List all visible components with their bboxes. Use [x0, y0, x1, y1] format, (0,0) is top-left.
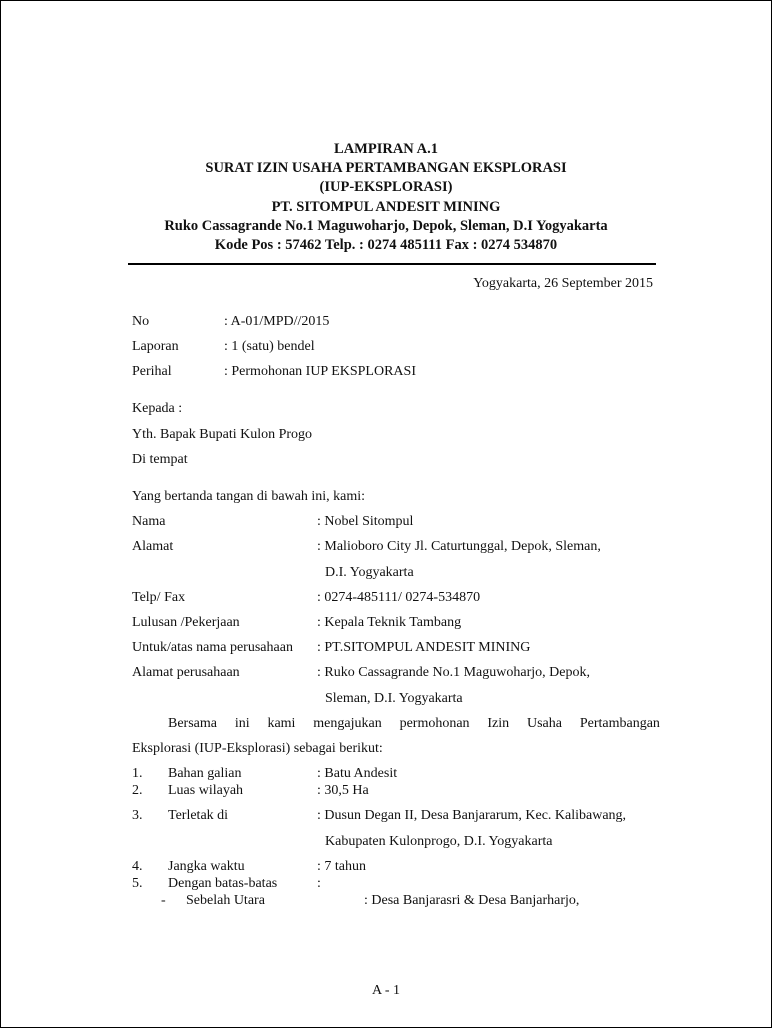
- sub-item-dash: -: [161, 893, 166, 908]
- item-number: 4.: [132, 859, 143, 874]
- applicant-value: : Kepala Teknik Tambang: [317, 615, 462, 630]
- sub-item-label: Sebelah Utara: [186, 893, 265, 908]
- paragraph-word: permohonan: [399, 716, 470, 731]
- applicant-value: : 0274-485111/ 0274-534870: [317, 590, 481, 605]
- meta-value-no: : A-01/MPD//2015: [224, 314, 330, 329]
- header-abbreviation: (IUP-EKSPLORASI): [319, 179, 453, 195]
- paragraph-word: ini: [234, 716, 250, 731]
- paragraph-line-1: [168, 716, 660, 732]
- item-number: 5.: [132, 876, 143, 891]
- paragraph-line-2: Eksplorasi (IUP-Eksplorasi) sebagai berikut:: [132, 741, 383, 756]
- company-address: Ruko Cassagrande No.1 Maguwoharjo, Depok, Sleman, D.I Yogyakarta: [164, 218, 608, 234]
- item-value: : Dusun Degan II, Desa Banjararum, Kec. Kalibawang,: [317, 808, 627, 823]
- meta-label-no: No: [132, 314, 150, 329]
- meta-label-laporan: Laporan: [132, 339, 179, 354]
- item-value: :: [317, 876, 321, 891]
- applicant-label: Telp/ Fax: [132, 590, 186, 605]
- applicant-value: Sleman, D.I. Yogyakarta: [325, 691, 463, 706]
- item-number: 2.: [132, 783, 143, 798]
- meta-value-perihal: : Permohonan IUP EKSPLORASI: [224, 364, 416, 379]
- recipient-place: Di tempat: [132, 452, 188, 467]
- applicant-value: : PT.SITOMPUL ANDESIT MINING: [317, 640, 531, 655]
- item-label: Luas wilayah: [168, 783, 244, 798]
- paragraph-word: Bersama: [168, 716, 217, 731]
- company-contact: Kode Pos : 57462 Telp. : 0274 485111 Fax : 0274 534870: [214, 237, 558, 253]
- meta-label-perihal: Perihal: [132, 364, 172, 379]
- item-value: : 7 tahun: [317, 859, 366, 874]
- applicant-value: : Nobel Sitompul: [317, 514, 414, 529]
- header-divider: [128, 263, 656, 265]
- recipient-name: Yth. Bapak Bupati Kulon Progo: [132, 427, 313, 442]
- item-value: : 30,5 Ha: [317, 783, 369, 798]
- paragraph-word: Pertambangan: [579, 716, 660, 731]
- item-label: Terletak di: [168, 808, 229, 823]
- paragraph-word: Izin: [487, 716, 510, 731]
- applicant-label: Alamat: [132, 539, 174, 554]
- applicant-label: Nama: [132, 514, 166, 529]
- applicant-value: D.I. Yogyakarta: [325, 565, 414, 580]
- page-number: A - 1: [372, 983, 400, 998]
- intro-text: Yang bertanda tangan di bawah ini, kami:: [132, 489, 366, 504]
- applicant-label: Alamat perusahaan: [132, 665, 240, 680]
- paragraph-word: Usaha: [527, 716, 562, 731]
- company-name: PT. SITOMPUL ANDESIT MINING: [271, 199, 501, 215]
- applicant-label: Lulusan /Pekerjaan: [132, 615, 240, 630]
- paragraph-word: mengajukan: [313, 716, 382, 731]
- item-label: Bahan galian: [168, 766, 242, 781]
- header-subtitle: SURAT IZIN USAHA PERTAMBANGAN EKSPLORASI: [205, 160, 567, 176]
- item-label: Jangka waktu: [168, 859, 245, 874]
- item-number: 3.: [132, 808, 143, 823]
- item-value: : Batu Andesit: [317, 766, 398, 781]
- meta-value-laporan: : 1 (satu) bendel: [224, 339, 315, 354]
- applicant-value: : Ruko Cassagrande No.1 Maguwoharjo, Depok,: [317, 665, 590, 680]
- header-title: LAMPIRAN A.1: [334, 141, 438, 157]
- item-label: Dengan batas-batas: [168, 876, 278, 891]
- place-date: Yogyakarta, 26 September 2015: [473, 276, 653, 291]
- recipient-kepada: Kepada :: [132, 401, 183, 416]
- sub-item-value: : Desa Banjarasri & Desa Banjarharjo,: [364, 893, 580, 908]
- applicant-label: Untuk/atas nama perusahaan: [132, 640, 293, 655]
- item-value: Kabupaten Kulonprogo, D.I. Yogyakarta: [325, 834, 553, 849]
- paragraph-word: kami: [267, 716, 296, 731]
- applicant-value: : Malioboro City Jl. Caturtunggal, Depok, Sleman,: [317, 539, 601, 554]
- item-number: 1.: [132, 766, 143, 781]
